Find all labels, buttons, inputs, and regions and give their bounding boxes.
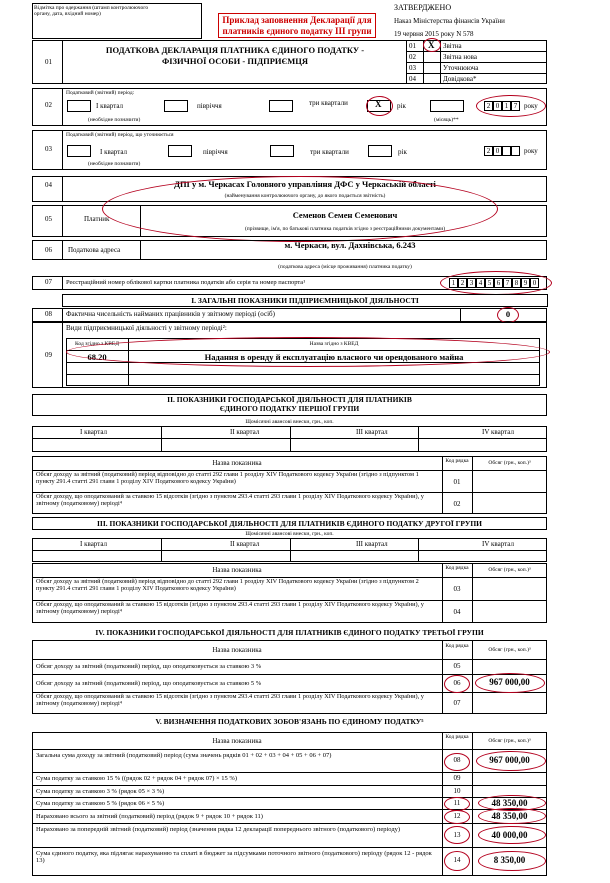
sec5-row-11-label: Сума податку за ставкою 5 % (рядок 06 × 5 %) <box>36 800 165 807</box>
sec3-q1: І квартал <box>80 540 108 548</box>
doc-title-line-2: ФІЗИЧНОЇ ОСОБИ - ПІДПРИЄМЦЯ <box>161 56 309 66</box>
period02-month-box[interactable] <box>430 100 464 112</box>
period02-digit-3[interactable]: 1 <box>502 101 511 111</box>
payer-name: Семенов Семен Семенович <box>292 210 398 220</box>
sec3-q3: ІІІ квартал <box>356 540 388 548</box>
sec5-head-name: Назва показника <box>212 737 262 745</box>
sec3-head-sum: Обсяг (грн., коп.)³ <box>488 567 531 573</box>
doctype-code-01: 01 <box>409 42 416 50</box>
period03-digit-4[interactable] <box>511 146 520 156</box>
reg-digit-10[interactable]: 0 <box>530 278 539 288</box>
sec3-q2: ІІ квартал <box>230 540 260 548</box>
section-3-title: ІІІ. ПОКАЗНИКИ ГОСПОДАРСЬКОЇ ДІЯЛЬНОСТІ ДЛЯ ПЛАТНИКІВ ЄДИНОГО ПОДАТКУ ДРУГОЇ ГРУПИ <box>32 517 547 530</box>
sec5-row-10-code: 10 <box>453 787 461 795</box>
row-08-number: 08 <box>45 310 52 318</box>
sec3-row-03-code: 03 <box>453 585 461 593</box>
sec5-row-10-label: Сума податку за ставкою 3 % (рядок 05 × 3 %) <box>36 788 165 795</box>
order-line-1: Наказ Міністерства фінансів України <box>394 17 505 25</box>
employees-value: 0 <box>505 309 511 319</box>
reg-digit-2[interactable]: 2 <box>458 278 467 288</box>
period03-half-box[interactable] <box>168 145 192 157</box>
sec4-head-name: Назва показника <box>212 646 262 654</box>
highlight-row-14-code <box>444 851 470 871</box>
sec5-row-14-label: Сума єдиного податку, яка підлягає нарахуванню та сплаті в бюджет за підсумками поточного звітного (податкового) періоду (рядок 12 - рядок 13) <box>36 850 432 865</box>
tax-address: м. Черкаси, вул. Дахнівська, 6.243 <box>284 240 416 250</box>
example-banner: Приклад заповнення Декларації для платників єдиного податку ІІІ групи <box>218 13 376 38</box>
tax-office-caption: (найменування контролюючого органу, до якого подається звітність) <box>224 193 386 199</box>
sec5-head-code: Код рядка <box>445 734 469 740</box>
sec2-row-01-code: 01 <box>453 478 461 486</box>
period02-year-word: року <box>524 102 538 110</box>
sec5-row-08-label: Загальна сума доходу за звітний (податковий) період (сума значень рядків 01 + 02 + 03 + 04 + 05 + 06 + 07) <box>36 752 332 759</box>
highlight-row-13-value <box>478 826 546 844</box>
doctype-label-04: Довідкова* <box>443 75 477 83</box>
reg-digit-7[interactable]: 7 <box>503 278 512 288</box>
period02-q1-label: I квартал <box>96 102 124 110</box>
sec2-row-01-label: Обсяг доходу за звітний (податковий) період відповідно до статті 292 глави 1 розділу XIV Податкового кодексу України (згідно з підпунктом 1 пункту 291.4 статті 291 глави 1 розділу XIV Податкового кодексу України) <box>36 471 419 485</box>
sec4-head-sum: Обсяг (грн., коп.)³ <box>488 647 531 653</box>
period02-digit-1[interactable]: 2 <box>484 101 493 111</box>
kved-name: Надання в оренду й експлуатацію власного чи орендованого майна <box>204 352 464 362</box>
section-4-title: IV. ПОКАЗНИКИ ГОСПОДАРСЬКОЇ ДІЯЛЬНОСТІ ДЛЯ ПЛАТНИКІВ ЄДИНОГО ПОДАТКУ ТРЕТЬОЇ ГРУПИ <box>95 628 484 637</box>
sec5-row-12-label: Нараховано всього за звітний (податковий) період (рядок 9 + рядок 10 + рядок 11) <box>36 813 263 820</box>
period02-q3-label: три квартали <box>309 99 348 107</box>
doctype-mark-01[interactable]: X <box>428 40 435 50</box>
period03-digit-2[interactable]: 0 <box>493 146 502 156</box>
reg-number-label: Реєстраційний номер облікової картки платника податків або серія та номер паспорта¹ <box>66 279 306 286</box>
activities-label: Види підприємницької діяльності у звітному періоді²: <box>66 324 227 332</box>
sec3-head-name: Назва показника <box>212 566 262 574</box>
period02-note: (необхідне позначити) <box>88 117 141 123</box>
reg-digit-9[interactable]: 9 <box>521 278 530 288</box>
highlight-row-11-code <box>444 797 470 811</box>
sec2-q4: IV квартал <box>482 428 514 436</box>
kved-code: 68.20 <box>87 352 107 362</box>
highlight-row-08-code <box>444 753 470 771</box>
sec3-row-04-label: Обсяг доходу, що оподаткований за ставкою 15 відсотків (згідно з пунктом 293.4 статті 293 глави 1 розділу XIV Податкового кодексу України), у звітному (податковому) періоді⁴ <box>36 601 424 615</box>
sec5-row-08-code: 08 <box>453 756 461 764</box>
sec2-q2: ІІ квартал <box>230 428 260 436</box>
doctype-code-04: 04 <box>409 75 416 83</box>
period02-year-mark: X <box>375 99 382 109</box>
period02-digit-2[interactable]: 0 <box>493 101 502 111</box>
sec4-row-07-label: Обсяг доходу, що оподаткований за ставкою 15 відсотків (згідно з пунктом 293.4 статті 293 глави 1 розділу XIV Податкового кодексу України), у звітному (податковому) періоді⁴ <box>36 693 424 707</box>
stamp-note: Відмітка про одержання (штамп контролюючого органу, дата, вхідний номер) <box>34 5 149 18</box>
sec2-head-code: Код рядка <box>445 458 469 464</box>
reg-digit-5[interactable]: 5 <box>485 278 494 288</box>
row-07-number: 07 <box>45 278 52 286</box>
address-label: Податкова адреса <box>68 246 121 254</box>
title-row-number: 01 <box>45 58 52 66</box>
sec4-row-06-code: 06 <box>453 679 461 687</box>
highlight-kved <box>66 337 550 367</box>
sec5-row-08-value: 967 000,00 <box>489 755 530 765</box>
approved-label: ЗАТВЕРДЖЕНО <box>394 3 452 12</box>
sec2-head-name: Назва показника <box>212 459 262 467</box>
reg-digit-1[interactable]: 1 <box>449 278 458 288</box>
period02-year-label: рік <box>397 102 406 110</box>
sec5-row-09-label: Сума податку за ставкою 15 % ((рядок 02 + рядок 04 + рядок 07) × 15 %) <box>36 775 238 782</box>
highlight-row-06-code <box>444 675 470 693</box>
payer-caption: (прізвище, ім'я, по батькові платника податків згідно з реєстраційними документами) <box>244 226 446 232</box>
sec3-q4: IV квартал <box>482 540 514 548</box>
period02-label: Податковий (звітний) період: <box>66 90 135 96</box>
period02-half-label: півріччя <box>197 102 222 110</box>
period03-half-label: півріччя <box>203 148 228 156</box>
period03-year-label: рік <box>398 148 407 156</box>
sec5-row-14-code: 14 <box>453 856 461 864</box>
reg-digit-6[interactable]: 6 <box>494 278 503 288</box>
period03-q3-label: три квартали <box>310 148 349 156</box>
highlight-reg-number <box>440 271 552 295</box>
sec3-row-03-label: Обсяг доходу за звітний (податковий) період відповідно до статті 292 глави 1 розділу XIV Податкового кодексу України (згідно з підпунктом 2 пункту 291.4 статті 291 глави 1 розділу XIV Податкового кодексу України) <box>36 578 419 592</box>
section-2-title-2: ЄДИНОГО ПОДАТКУ ПЕРШОЇ ГРУПИ <box>219 404 360 413</box>
period02-month-note: (місяць)** <box>434 117 459 123</box>
order-line-2: 19 червня 2015 року N 578 <box>394 30 474 38</box>
sec2-head-sum: Обсяг (грн., коп.)³ <box>488 460 531 466</box>
period02-digit-4[interactable]: 7 <box>511 101 520 111</box>
highlight-row-12-code <box>444 810 470 824</box>
sec2-row-02-code: 02 <box>453 500 461 508</box>
kved-code-head: Код згідно з КВЕД <box>75 341 119 347</box>
sec4-head-code: Код рядка <box>445 643 469 649</box>
sec3-head-code: Код рядка <box>445 565 469 571</box>
highlight-office-payer <box>102 176 498 242</box>
period03-year-box[interactable] <box>368 145 392 157</box>
sec5-row-13-code: 13 <box>453 831 461 839</box>
sec5-row-13-value: 40 000,00 <box>491 830 528 840</box>
sec5-row-11-value: 48 350,00 <box>491 798 528 808</box>
address-caption: (податкова адреса (місце проживання) платника податку) <box>278 264 412 270</box>
sec4-row-05-code: 05 <box>453 662 461 670</box>
sec5-row-13-label: Нараховано за попередній звітний (податковий) період (значення рядка 12 декларації попереднього звітного (податкового) періоду) <box>36 826 401 833</box>
highlight-row-06-value <box>475 673 545 693</box>
sec5-row-12-value: 48 350,00 <box>491 811 528 821</box>
row-06-number: 06 <box>45 246 52 254</box>
sec4-row-06-label: Обсяг доходу за звітний (податковий) період, що оподатковується за ставкою 5 % <box>36 680 262 687</box>
sec2-row-02-label: Обсяг доходу, що оподаткований за ставкою 15 відсотків (згідно з пунктом 293.4 статті 293 глави 1 розділу XIV Податкового кодексу України), у звітному (податковому) періоді⁴ <box>36 493 424 507</box>
section-5-title: V. ВИЗНАЧЕННЯ ПОДАТКОВИХ ЗОБОВ'ЯЗАНЬ ПО ЄДИНОМУ ПОДАТКУ⁵ <box>155 717 424 726</box>
sec5-row-09-code: 09 <box>453 774 461 782</box>
highlight-employees <box>497 307 519 323</box>
sec2-monthly: Щомісячні авансові внески, грн., коп. <box>245 419 334 425</box>
row-05-number: 05 <box>45 215 52 223</box>
tax-office: ДПІ у м. Черкасах Головного управління ДФС у Черкаській області <box>174 179 436 189</box>
period02-q3-box[interactable] <box>269 100 293 112</box>
kved-name-head: Назва згідно з КВЕД <box>309 341 359 347</box>
sec4-row-06-value: 967 000,00 <box>489 677 530 687</box>
highlight-row-14-value <box>478 851 546 871</box>
period03-q1-label: I квартал <box>100 148 128 156</box>
highlight-row-12-value <box>478 808 546 824</box>
reg-digit-4[interactable]: 4 <box>476 278 485 288</box>
sec5-row-14-value: 8 350,00 <box>493 855 526 865</box>
period03-digit-1[interactable]: 2 <box>484 146 493 156</box>
highlight-doctype <box>423 38 441 52</box>
highlight-year-digits <box>476 95 546 117</box>
sec4-row-07-code: 07 <box>453 699 461 707</box>
sec5-row-11-code: 11 <box>453 799 461 807</box>
sec2-q3: ІІІ квартал <box>356 428 388 436</box>
section-2-title-1: ІІ. ПОКАЗНИКИ ГОСПОДАРСЬКОЇ ДІЯЛЬНОСТІ ДЛЯ ПЛАТНИКІВ <box>167 395 412 404</box>
doc-title-line-1: ПОДАТКОВА ДЕКЛАРАЦІЯ ПЛАТНИКА ЄДИНОГО ПОДАТКУ - <box>105 45 365 55</box>
period03-q3-box[interactable] <box>270 145 294 157</box>
sec3-row-04-code: 04 <box>453 608 461 616</box>
doctype-label-03: Уточнююча <box>443 64 479 72</box>
section-1-title: І. ЗАГАЛЬНІ ПОКАЗНИКИ ПІДПРИЄМНИЦЬКОЇ ДІЯЛЬНОСТІ <box>62 294 548 307</box>
row-02-number: 02 <box>45 101 52 109</box>
period03-year-word: року <box>524 147 538 155</box>
sec5-head-sum: Обсяг (грн., коп.)³ <box>488 738 531 744</box>
payer-label: Платник <box>84 215 110 223</box>
sec3-monthly: Щомісячні авансові внески, грн., коп. <box>245 531 334 537</box>
doctype-label-02: Звітна нова <box>443 53 477 61</box>
doctype-code-02: 02 <box>409 53 416 61</box>
period03-digit-3[interactable] <box>502 146 511 156</box>
doctype-label-01: Звітна <box>443 42 462 50</box>
period03-label: Податковий (звітний) період, що уточнюється <box>66 132 174 138</box>
row-09-number: 09 <box>45 351 52 359</box>
doctype-code-03: 03 <box>409 64 416 72</box>
reg-digit-8[interactable]: 8 <box>512 278 521 288</box>
period02-q1-box[interactable] <box>67 100 91 112</box>
employees-label: Фактична чисельність найманих працівників у звітному періоді (осіб) <box>66 310 275 318</box>
highlight-year <box>366 96 393 116</box>
sec2-q1: І квартал <box>80 428 108 436</box>
row-03-number: 03 <box>45 145 52 153</box>
row-04-number: 04 <box>45 181 52 189</box>
sec5-row-12-code: 12 <box>453 812 461 820</box>
period03-note: (необхідне позначити) <box>88 161 141 167</box>
highlight-row-13-code <box>444 826 470 844</box>
period03-q1-box[interactable] <box>67 145 91 157</box>
highlight-row-08-value <box>476 751 546 771</box>
sec4-row-05-label: Обсяг доходу за звітний (податковий) період, що оподатковується за ставкою 3 % <box>36 663 262 670</box>
period02-half-box[interactable] <box>164 100 188 112</box>
reg-digit-3[interactable]: 3 <box>467 278 476 288</box>
